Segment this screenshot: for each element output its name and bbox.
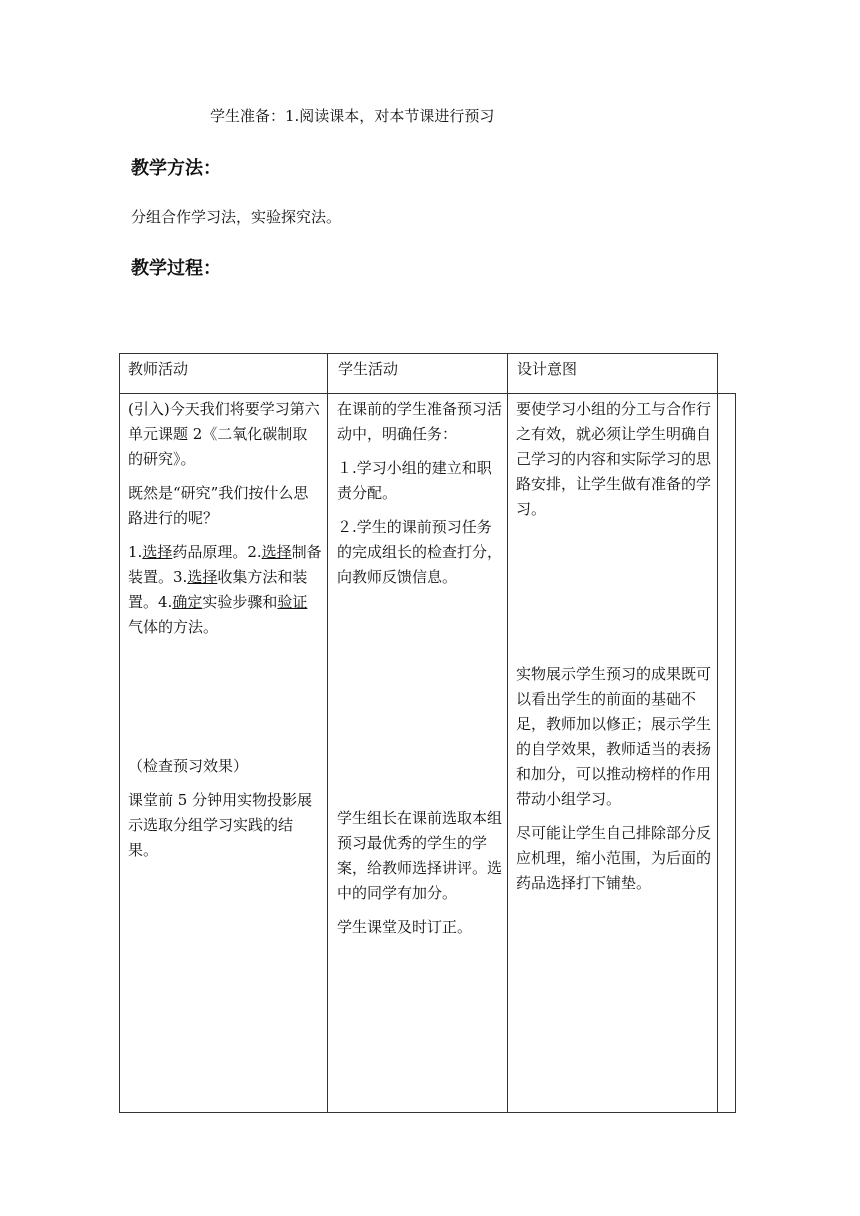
student-leader: 学生组长在课前选取本组预习最优秀的学生的学案，给教师选择讲评。选中的同学有加分。 — [337, 809, 503, 902]
student-leader-cell — [337, 806, 503, 949]
method-heading: 教学方法： — [131, 158, 221, 179]
student-prep: 学生准备：1.阅读课本，对本节课进行预习 — [210, 107, 495, 125]
header-design: 设计意图 — [517, 360, 578, 378]
table-left-border — [119, 353, 120, 1113]
teacher-intro: (引入)今天我们将要学习第六单元课题 2《二氧化碳制取的研究》。 — [128, 400, 320, 468]
student-task: 在课前的学生准备预习活动中，明确任务： — [337, 400, 503, 443]
process-heading: 教学过程： — [131, 258, 221, 279]
design-cell-2 — [516, 662, 712, 905]
design-intent-1: 要使学习小组的分工与合作行之有效，就必须让学生明确自己学习的内容和实际学习的思路安排，让学生做有准备的学习。 — [516, 400, 712, 518]
table-bottom-border — [119, 1112, 736, 1113]
table-top-border — [119, 353, 718, 354]
col-divider-1 — [327, 353, 328, 1113]
design-intent-3: 尽可能让学生自己排除部分反应机理，缩小范围，为后面的药品选择打下铺垫。 — [516, 824, 712, 892]
student-correct: 学生课堂及时订正。 — [337, 918, 473, 936]
design-intent-2: 实物展示学生预习的成果既可以看出学生的前面的基础不足，教师加以修正；展示学生的自学效果，教师适当的表扬和加分，可以推动榜样的作用带动小组学习。 — [516, 665, 712, 808]
header-teacher: 教师活动 — [128, 360, 189, 378]
header-student: 学生活动 — [338, 360, 399, 378]
teacher-cell — [128, 397, 322, 649]
teacher-projection: 课堂前 5 分钟用实物投影展示选取分组学习实践的结果。 — [128, 791, 313, 859]
teacher-question: 既然是“研究”我们按什么思路进行的呢？ — [128, 484, 309, 527]
teacher-check: （检查预习效果） — [128, 757, 249, 775]
student-cell — [337, 397, 503, 599]
col-divider-2 — [507, 353, 508, 1113]
method-text: 分组合作学习法，实验探究法。 — [131, 208, 342, 226]
col-divider-3 — [717, 353, 718, 1113]
teacher-steps: 1.选择药品原理。2.选择制备装置。3.选择收集方法和装置。4.确定实验步骤和验证气体的方法。 — [128, 543, 322, 636]
design-cell — [516, 397, 712, 531]
student-task-1: １.学习小组的建立和职责分配。 — [337, 459, 492, 502]
header-divider — [119, 393, 736, 394]
teacher-check-cell — [128, 754, 322, 872]
table-right-border — [735, 393, 736, 1113]
student-task-2: ２.学生的课前预习任务的完成组长的检查打分，向教师反馈信息。 — [337, 518, 503, 586]
